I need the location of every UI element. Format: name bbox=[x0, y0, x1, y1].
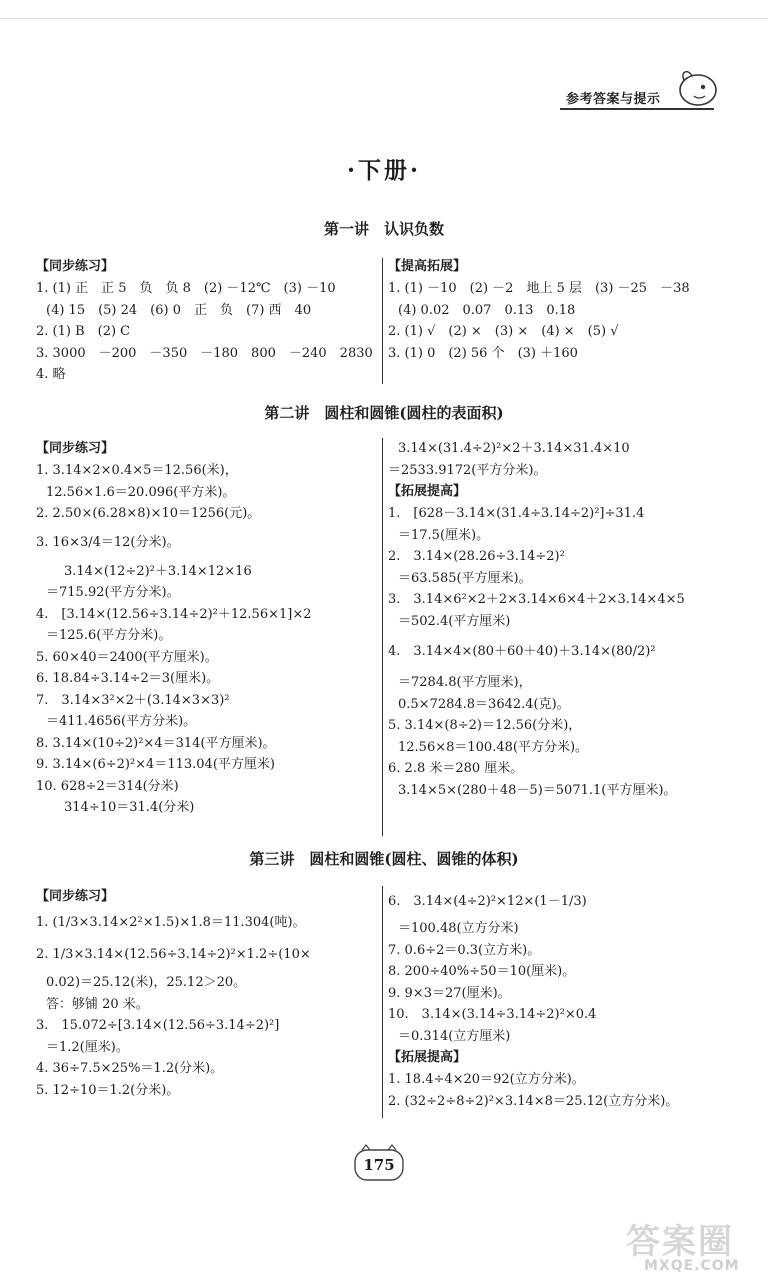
answer-line: ＝100.48(立方分米) bbox=[398, 921, 519, 936]
answer-line: 3. 3.14×6²×2＋2×3.14×6×4＋2×3.14×4×5 bbox=[388, 592, 685, 607]
lecture-3-practice bbox=[36, 886, 376, 1101]
answer-line: 9. 3.14×(6÷2)²×4＝113.04(平方厘米) bbox=[36, 757, 275, 772]
answer-line: 5. 12÷10＝1.2(分米)。 bbox=[36, 1082, 180, 1098]
answer-line: 2. 2.50×(6.28×8)×10＝1256(元)。 bbox=[36, 506, 261, 521]
answer-line: ＝411.4656(平方分米)。 bbox=[46, 714, 197, 729]
answer-line: 4. 36÷7.5×25%＝1.2(分米)。 bbox=[36, 1061, 224, 1076]
answer-line: 2. 1/3×3.14×(12.56÷3.14÷2)²×1.2÷(10× bbox=[36, 947, 311, 962]
answer-line: 2. 3.14×(28.26÷3.14÷2)² bbox=[388, 549, 565, 564]
answer-line: 3.14×5×(280＋48－5)＝5071.1(平方厘米)。 bbox=[398, 782, 677, 798]
lecture-1-title: 第一讲 认识负数 bbox=[323, 220, 444, 238]
answer-line: 1. [628－3.14×(31.4÷3.14÷2)²]÷31.4 bbox=[388, 506, 645, 521]
answer-line: ＝1.2(厘米)。 bbox=[46, 1039, 129, 1055]
watermark-logo bbox=[614, 1214, 762, 1274]
answer-line: 3. (1) 0 (2) 56 个 (3) ＋160 bbox=[388, 345, 578, 361]
answer-line: 12.56×1.6＝20.096(平方米)。 bbox=[46, 484, 236, 500]
answer-line: 1. (1) －10 (2) －2 地上 5 层 (3) －25 －38 bbox=[388, 281, 690, 296]
top-border-line bbox=[0, 18, 768, 19]
answer-line: 10. 3.14×(3.14÷3.14÷2)²×0.4 bbox=[388, 1007, 597, 1022]
answer-line: 2. (32÷2÷8÷2)²×3.14×8＝25.12(立方分米)。 bbox=[388, 1093, 679, 1109]
answer-line: ＝715.92(平方分米)。 bbox=[46, 585, 180, 600]
column-divider bbox=[382, 258, 383, 384]
section-heading: 【拓展提高】 bbox=[388, 484, 467, 499]
answer-line: 4. [3.14×(12.56÷3.14÷2)²＋12.56×1]×2 bbox=[36, 606, 312, 622]
answer-line: 1. 18.4÷4×20＝92(立方分米)。 bbox=[388, 1072, 585, 1087]
answer-line: ＝2533.9172(平方分米)。 bbox=[388, 462, 547, 478]
watermark-text: 答案圈 bbox=[626, 1222, 734, 1262]
column-divider bbox=[382, 886, 383, 1118]
watermark-url: MXQE.COM bbox=[644, 1258, 740, 1274]
answer-line: 答：够铺 20 米。 bbox=[46, 996, 149, 1012]
answer-line: 2. (1) B (2) C bbox=[36, 324, 131, 339]
answer-line: 10. 628÷2＝314(分米) bbox=[36, 778, 179, 794]
lecture-3-title: 第三讲 圆柱和圆锥(圆柱、圆锥的体积) bbox=[249, 850, 519, 868]
answer-line: 6. 2.8 米＝280 厘米。 bbox=[388, 761, 524, 776]
answer-line: 1. (1) 正 正 5 负 负 8 (2) －12℃ (3) －10 bbox=[36, 281, 336, 296]
lecture-1-practice bbox=[36, 256, 376, 386]
section-heading: 【同步练习】 bbox=[36, 441, 115, 456]
answer-line: 8. 3.14×(10÷2)²×4＝314(平方厘米)。 bbox=[36, 735, 276, 751]
section-heading: 【提高拓展】 bbox=[388, 259, 467, 274]
answer-line: 5. 60×40＝2400(平方厘米)。 bbox=[36, 649, 218, 665]
answer-line: 0.02)＝25.12(米)，25.12＞20。 bbox=[46, 975, 247, 990]
lecture-3-extension bbox=[388, 886, 748, 1112]
answer-line: 0.5×7284.8＝3642.4(克)。 bbox=[398, 696, 570, 712]
section-heading: 【同步练习】 bbox=[36, 259, 115, 274]
lecture-2-practice bbox=[36, 438, 376, 819]
answer-line: 3. 3000 －200 －350 －180 800 －240 2830 bbox=[36, 345, 373, 361]
section-heading: 【拓展提高】 bbox=[388, 1050, 467, 1065]
answer-line: ＝125.6(平方分米)。 bbox=[46, 628, 172, 643]
lecture-2-title: 第二讲 圆柱和圆锥(圆柱的表面积) bbox=[264, 404, 504, 422]
column-divider bbox=[382, 438, 383, 836]
lecture-1-extension bbox=[388, 256, 738, 364]
answer-line: 3.14×(12÷2)²＋3.14×12×16 bbox=[64, 563, 252, 579]
answer-line: ＝63.585(平方厘米)。 bbox=[398, 570, 532, 586]
answer-line: (4) 0.02 0.07 0.13 0.18 bbox=[398, 302, 576, 318]
answer-line: ＝17.5(厘米)。 bbox=[398, 527, 490, 543]
answer-line: 3. 16×3/4＝12(分米)。 bbox=[36, 534, 180, 550]
answer-line: 7. 0.6÷2＝0.3(立方米)。 bbox=[388, 942, 541, 958]
answer-line: ＝502.4(平方厘米) bbox=[398, 613, 511, 629]
answer-line: 2. (1) √ (2) × (3) × (4) × (5) √ bbox=[388, 324, 619, 339]
answer-line: ＝0.314(立方厘米) bbox=[398, 1028, 511, 1044]
answer-line: ＝7284.8(平方厘米)， bbox=[398, 675, 532, 690]
answer-line: 3.14×(31.4÷2)²×2＋3.14×31.4×10 bbox=[398, 441, 630, 456]
answer-line: 3. 15.072÷[3.14×(12.56÷3.14÷2)²] bbox=[36, 1018, 280, 1033]
answer-line: 7. 3.14×3²×2＋(3.14×3×3)² bbox=[36, 692, 230, 708]
page-number: 175 bbox=[363, 1156, 395, 1174]
answer-line: 6. 18.84÷3.14÷2＝3(厘米)。 bbox=[36, 671, 220, 686]
answer-line: 1. 3.14×2×0.4×5＝12.56(米)， bbox=[36, 463, 238, 478]
answer-line: 4. 略 bbox=[36, 367, 66, 382]
mascot-icon bbox=[672, 62, 720, 110]
answer-line: 8. 200÷40%÷50＝10(厘米)。 bbox=[388, 964, 576, 979]
answer-line: 314÷10＝31.4(分米) bbox=[64, 800, 195, 815]
section-heading: 【同步练习】 bbox=[36, 889, 115, 904]
answer-line: 5. 3.14×(8÷2)＝12.56(分米)， bbox=[388, 718, 582, 733]
lecture-2-extension bbox=[388, 438, 748, 801]
answer-line: 4. 3.14×4×(80＋60＋40)＋3.14×(80/2)² bbox=[388, 644, 656, 659]
header-tag: 参考答案与提示 bbox=[566, 92, 661, 107]
answer-line: 1. (1/3×3.14×2²×1.5)×1.8＝11.304(吨)。 bbox=[36, 915, 306, 930]
answer-line: 12.56×8＝100.48(平方分米)。 bbox=[398, 739, 589, 755]
answer-line: 6. 3.14×(4÷2)²×12×(1－1/3) bbox=[388, 894, 587, 909]
book-volume-title: ·下册· bbox=[346, 157, 421, 184]
answer-line: (4) 15 (5) 24 (6) 0 正 负 (7) 西 40 bbox=[46, 302, 312, 318]
answer-line: 9. 9×3＝27(厘米)。 bbox=[388, 985, 511, 1001]
